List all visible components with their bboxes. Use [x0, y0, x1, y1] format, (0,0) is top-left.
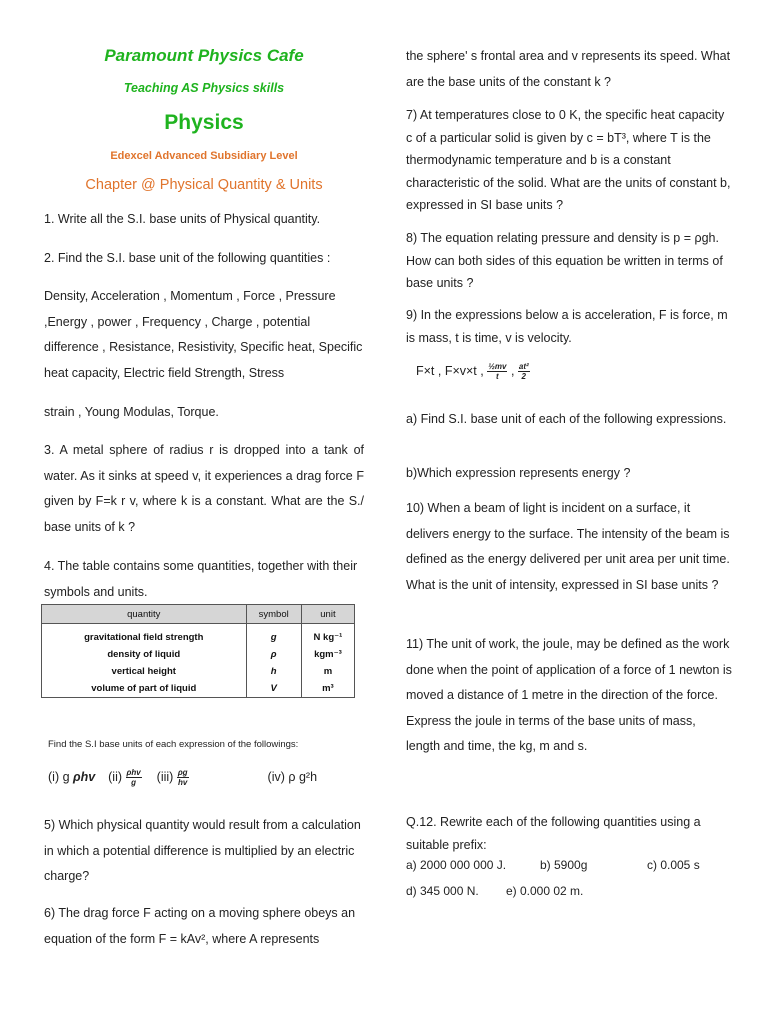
- question-8: 8) The equation relating pressure and density is p = ρgh. How can both sides of this equation be written in terms of base units ?: [406, 231, 723, 290]
- question-10: 10) When a beam of light is incident on a surface, it delivers energy to the surface. The intensity of the beam is defined as the energy delivered per unit area per unit time. What is the unit of intensity, expressed in SI base units ?: [406, 501, 730, 592]
- chapter-title: Chapter @ Physical Quantity & Units: [85, 177, 323, 193]
- question-4-find: Find the S.I base units of each expression of the followings:: [48, 739, 299, 750]
- question-9-expressions: F×t , F×v×t , $\frac{\text{½mv}}{t}$ , $\frac{\text{at²}}{2}$: [416, 362, 529, 381]
- table-cell: h: [246, 663, 301, 680]
- table-row: [42, 646, 355, 663]
- question-12-parts-row-2: [406, 881, 732, 902]
- expr-fraction-1: [487, 362, 507, 381]
- table-cell: ρ: [246, 646, 301, 663]
- subject-title: Physics: [164, 111, 244, 134]
- table-cell: volume of part of liquid: [42, 680, 247, 698]
- table-row: [42, 663, 355, 680]
- table-cell: g: [246, 624, 301, 647]
- fraction-numerator: ½mv: [488, 362, 507, 371]
- part-b: b) 5900g: [540, 858, 588, 872]
- part-e: e) 0.000 02 m.: [506, 884, 584, 898]
- part-c: c) 0.005 s: [647, 858, 700, 872]
- table-header: symbol: [246, 605, 301, 624]
- table-cell: kgm⁻³: [301, 646, 354, 663]
- question-12-intro: Q.12. Rewrite each of the following quantities using a suitable prefix:: [406, 815, 701, 852]
- expr-3-label: (iii): [156, 769, 174, 784]
- question-6-part-a: 6) The drag force F acting on a moving sphere obeys an equation of the form F = kAv², where A represents: [44, 906, 356, 946]
- table-cell: density of liquid: [42, 646, 247, 663]
- question-5: 5) Which physical quantity would result from a calculation in which a potential difference is multiplied by an electric charge?: [44, 818, 361, 883]
- fraction-denominator: hv: [178, 778, 188, 787]
- fraction-denominator: t: [496, 372, 499, 381]
- table-cell: m³: [301, 680, 354, 698]
- question-4-intro: 4. The table contains some quantities, together with their symbols and units.: [44, 559, 358, 599]
- table-row: [42, 624, 355, 647]
- question-11: 11) The unit of work, the joule, may be defined as the work done when the point of application of a force of 1 newton is moved a distance of 1 metre in the direction of the force. Express the joule in terms of the base units of mass, length and time, the kg, m and s.: [406, 637, 732, 753]
- expr-1-label: (i) g: [48, 769, 70, 784]
- expr-2-fraction: [126, 768, 142, 787]
- table-cell: N kg⁻¹: [301, 624, 354, 647]
- table-cell: vertical height: [42, 663, 247, 680]
- question-4-expressions: [48, 768, 364, 798]
- question-2-list: Density, Acceleration , Momentum , Force , Pressure ,Energy , power , Frequency , Charge , potential difference , Resistance, Resistivity, Specific heat, Specific heat capacity, Electric field Strength, Stress: [44, 289, 363, 380]
- expr-2-label: (ii): [108, 769, 123, 784]
- part-d: d) 345 000 N.: [406, 884, 479, 898]
- expr-fraction-2: [518, 362, 530, 381]
- expr-list: F×t , F×v×t ,: [416, 363, 484, 378]
- expr-3-fraction: [177, 768, 189, 787]
- fraction-denominator: 2: [521, 372, 526, 381]
- fraction-numerator: ρhv: [126, 768, 141, 777]
- question-2-list-end: strain , Young Modulas, Torque.: [44, 405, 219, 419]
- question-7: 7) At temperatures close to 0 K, the specific heat capacity c of a particular solid is given by c = bT³, where T is the thermodynamic temperature and b is a constant characteristic of the solid. What are the units of constant b, expressed in SI base units ?: [406, 108, 731, 212]
- question-12-parts-row-1: [406, 855, 732, 876]
- part-a: a) 2000 000 000 J.: [406, 858, 507, 872]
- question-9-intro: 9) In the expressions below a is acceleration, F is force, m is mass, t is time, v is velocity.: [406, 308, 728, 345]
- table-cell: gravitational field strength: [42, 624, 247, 647]
- tagline: Teaching AS Physics skills: [123, 81, 285, 95]
- question-1: 1. Write all the S.I. base units of Physical quantity.: [44, 212, 321, 226]
- expr-1-math: ρhv: [73, 769, 96, 784]
- fraction-numerator: at²: [518, 362, 529, 371]
- table-cell: m: [301, 663, 354, 680]
- quantity-table: [41, 604, 355, 698]
- level-subtitle: Edexcel Advanced Subsidiary Level: [110, 150, 298, 162]
- fraction-denominator: g: [131, 778, 137, 787]
- question-9-part-a: a) Find S.I. base unit of each of the following expressions.: [406, 412, 727, 426]
- expr-4-math: ρ g²h: [288, 769, 318, 784]
- table-header: quantity: [42, 605, 247, 624]
- table-header: unit: [301, 605, 354, 624]
- table-row: [42, 680, 355, 698]
- expr-4-label: (iv): [267, 769, 285, 784]
- question-3: 3. A metal sphere of radius r is dropped into a tank of water. As it sinks at speed v, it experiences a drag force F given by F=k r v, where k is a constant. What are the S./ base units of k ?: [44, 443, 364, 534]
- question-2-intro: 2. Find the S.I. base unit of the following quantities :: [44, 251, 331, 265]
- table-cell: V: [246, 680, 301, 698]
- question-9-part-b: b)Which expression represents energy ?: [406, 466, 631, 480]
- brand-title: Paramount Physics Cafe: [104, 46, 304, 65]
- fraction-numerator: ρg: [177, 768, 188, 777]
- question-6-part-b: the sphere' s frontal area and v represents its speed. What are the base units of the constant k ?: [406, 49, 731, 89]
